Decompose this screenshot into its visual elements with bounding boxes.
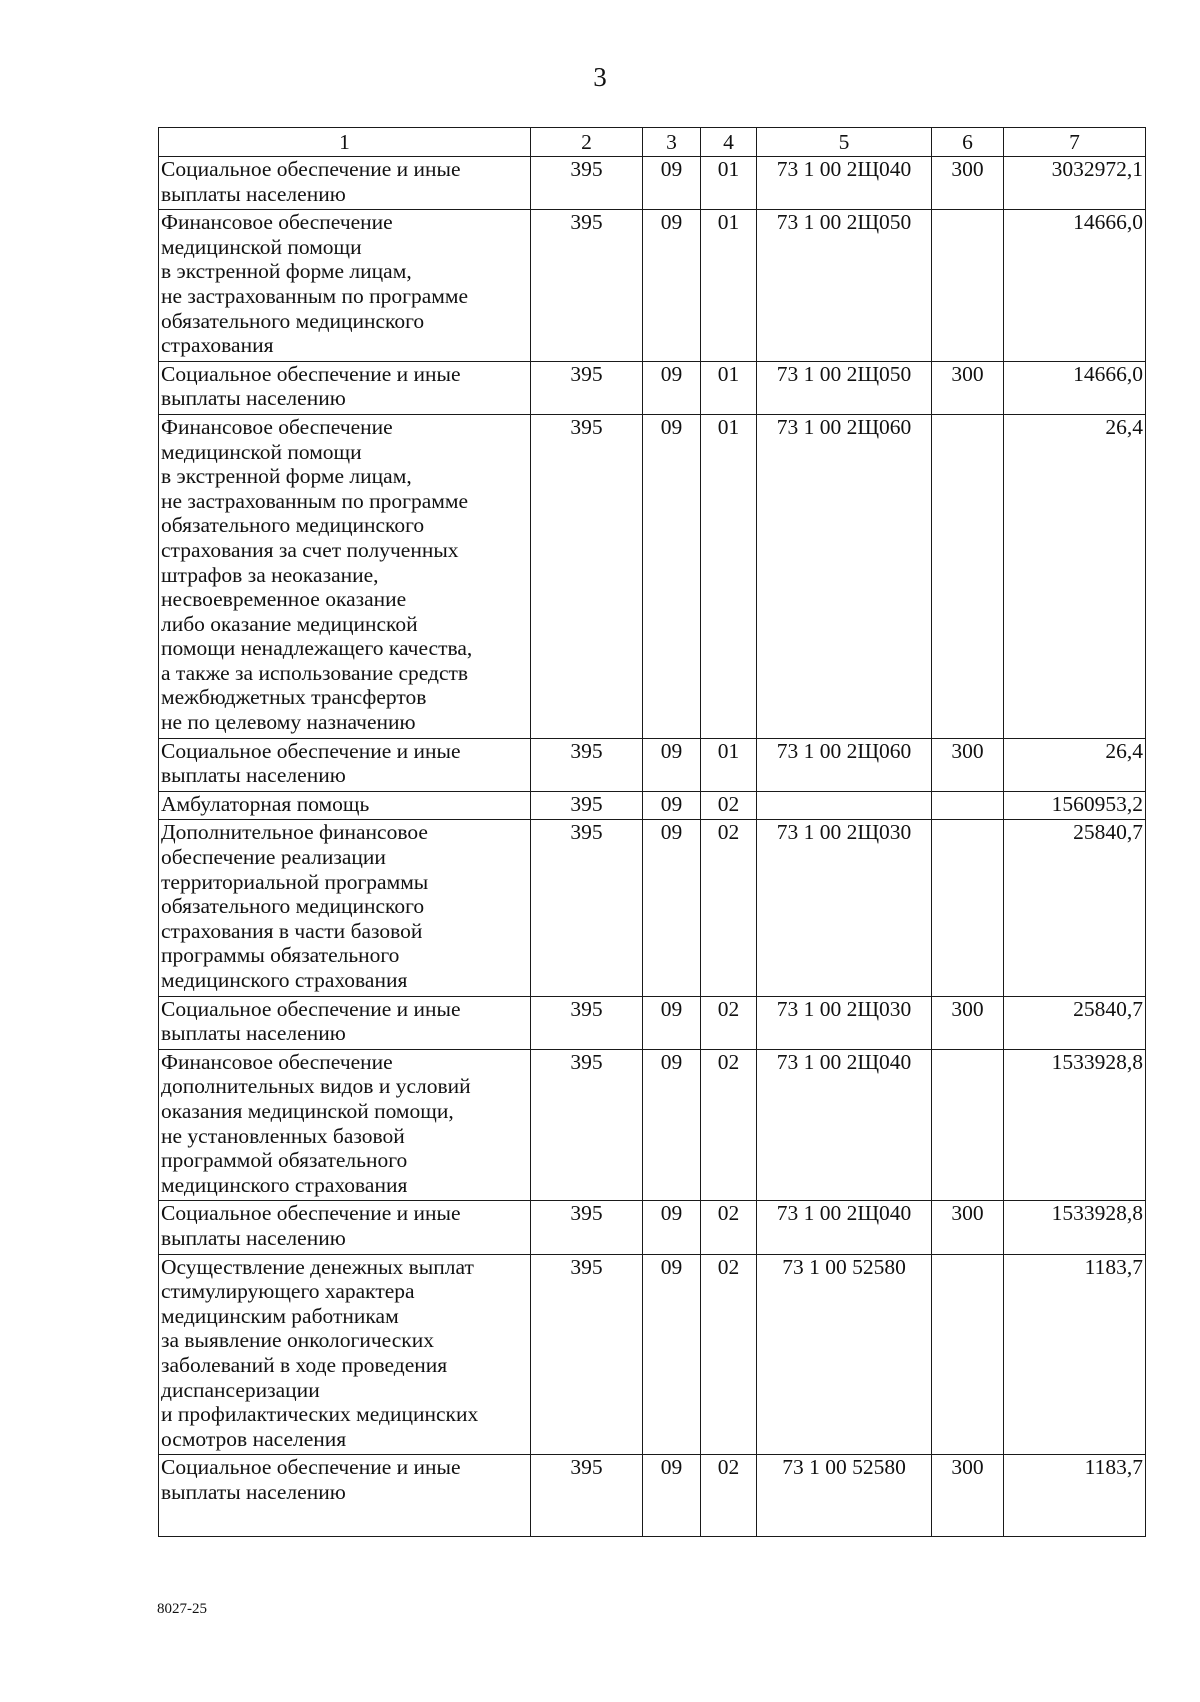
row-ministry-code-cell: 395 (531, 1049, 643, 1201)
row-target-article-cell: 73 1 00 2Щ060 (757, 738, 932, 791)
row-section-cell: 09 (643, 414, 701, 738)
table-row (159, 361, 1146, 414)
row-section-cell: 09 (643, 996, 701, 1049)
header-col-3: 3 (643, 128, 701, 157)
table-row (159, 996, 1146, 1049)
row-ministry-code-cell: 395 (531, 1201, 643, 1254)
row-subsection-cell: 02 (701, 1254, 757, 1455)
row-expense-type-cell: 300 (932, 996, 1004, 1049)
row-section-cell: 09 (643, 791, 701, 820)
row-ministry-code-cell: 395 (531, 1455, 643, 1537)
row-target-article-cell: 73 1 00 2Щ030 (757, 996, 932, 1049)
row-section-cell: 09 (643, 210, 701, 362)
row-subsection-cell: 01 (701, 738, 757, 791)
row-amount-cell: 1533928,8 (1004, 1201, 1146, 1254)
row-amount-cell: 1183,7 (1004, 1455, 1146, 1537)
row-amount-cell: 14666,0 (1004, 210, 1146, 362)
row-ministry-code-cell: 395 (531, 820, 643, 996)
row-name-cell: Социальное обеспечение и иные выплаты населению (159, 157, 531, 210)
table-row (159, 1049, 1146, 1201)
table-row (159, 791, 1146, 820)
table-row (159, 1455, 1146, 1537)
row-amount-cell: 1533928,8 (1004, 1049, 1146, 1201)
row-amount-cell: 14666,0 (1004, 361, 1146, 414)
header-col-5: 5 (757, 128, 932, 157)
table-row (159, 738, 1146, 791)
table-row (159, 1254, 1146, 1455)
row-target-article-cell: 73 1 00 52580 (757, 1254, 932, 1455)
row-target-article-cell: 73 1 00 2Щ030 (757, 820, 932, 996)
table-header (159, 128, 1146, 157)
row-ministry-code-cell: 395 (531, 1254, 643, 1455)
row-target-article-cell: 73 1 00 2Щ050 (757, 210, 932, 362)
header-col-2: 2 (531, 128, 643, 157)
row-ministry-code-cell: 395 (531, 738, 643, 791)
table-row (159, 210, 1146, 362)
row-ministry-code-cell: 395 (531, 996, 643, 1049)
row-name-cell: Социальное обеспечение и иные выплаты населению (159, 996, 531, 1049)
table-row (159, 414, 1146, 738)
row-subsection-cell: 02 (701, 996, 757, 1049)
row-amount-cell: 26,4 (1004, 738, 1146, 791)
row-amount-cell: 1183,7 (1004, 1254, 1146, 1455)
row-ministry-code-cell: 395 (531, 791, 643, 820)
row-target-article-cell: 73 1 00 2Щ050 (757, 361, 932, 414)
row-amount-cell: 3032972,1 (1004, 157, 1146, 210)
row-expense-type-cell (932, 414, 1004, 738)
row-name-cell: Осуществление денежных выплат стимулирующего характера медицинским работникам за выявление онкологических заболеваний в ходе проведения диспансеризации и профилактических медицинских осмотров населения (159, 1254, 531, 1455)
row-name-cell: Социальное обеспечение и иные выплаты населению (159, 738, 531, 791)
row-name-cell: Финансовое обеспечение дополнительных видов и условий оказания медицинской помощи, не установленных базовой программой обязательного медицинского страхования (159, 1049, 531, 1201)
header-col-6: 6 (932, 128, 1004, 157)
row-expense-type-cell: 300 (932, 157, 1004, 210)
row-target-article-cell: 73 1 00 2Щ040 (757, 1201, 932, 1254)
row-target-article-cell: 73 1 00 2Щ040 (757, 157, 932, 210)
row-subsection-cell: 02 (701, 820, 757, 996)
budget-table (158, 127, 1146, 1537)
row-section-cell: 09 (643, 820, 701, 996)
row-name-cell: Финансовое обеспечение медицинской помощи в экстренной форме лицам, не застрахованным по программе обязательного медицинского страхования (159, 210, 531, 362)
row-amount-cell: 26,4 (1004, 414, 1146, 738)
row-target-article-cell (757, 791, 932, 820)
table-body (159, 157, 1146, 1537)
row-name-cell: Амбулаторная помощь (159, 791, 531, 820)
row-amount-cell: 25840,7 (1004, 820, 1146, 996)
row-section-cell: 09 (643, 361, 701, 414)
table-row (159, 157, 1146, 210)
row-subsection-cell: 01 (701, 210, 757, 362)
row-ministry-code-cell: 395 (531, 157, 643, 210)
header-col-1: 1 (159, 128, 531, 157)
row-ministry-code-cell: 395 (531, 414, 643, 738)
row-expense-type-cell (932, 1254, 1004, 1455)
row-ministry-code-cell: 395 (531, 210, 643, 362)
row-expense-type-cell (932, 1049, 1004, 1201)
row-subsection-cell: 01 (701, 157, 757, 210)
row-section-cell: 09 (643, 1254, 701, 1455)
row-section-cell: 09 (643, 738, 701, 791)
row-subsection-cell: 02 (701, 1455, 757, 1537)
table-row (159, 1201, 1146, 1254)
row-expense-type-cell: 300 (932, 361, 1004, 414)
document-code: 8027-25 (157, 1601, 207, 1617)
row-expense-type-cell (932, 791, 1004, 820)
row-section-cell: 09 (643, 1049, 701, 1201)
header-col-7: 7 (1004, 128, 1146, 157)
page-number: 3 (593, 62, 607, 92)
row-name-cell: Социальное обеспечение и иные выплаты населению (159, 361, 531, 414)
row-expense-type-cell: 300 (932, 1201, 1004, 1254)
row-expense-type-cell (932, 210, 1004, 362)
row-target-article-cell: 73 1 00 2Щ060 (757, 414, 932, 738)
row-amount-cell: 25840,7 (1004, 996, 1146, 1049)
row-expense-type-cell (932, 820, 1004, 996)
row-amount-cell: 1560953,2 (1004, 791, 1146, 820)
row-subsection-cell: 02 (701, 791, 757, 820)
row-target-article-cell: 73 1 00 2Щ040 (757, 1049, 932, 1201)
row-subsection-cell: 02 (701, 1201, 757, 1254)
row-name-cell: Дополнительное финансовое обеспечение реализации территориальной программы обязательного медицинского страхования в части базовой программы обязательного медицинского страхования (159, 820, 531, 996)
row-section-cell: 09 (643, 157, 701, 210)
header-col-4: 4 (701, 128, 757, 157)
row-subsection-cell: 01 (701, 361, 757, 414)
row-name-cell: Социальное обеспечение и иные выплаты населению (159, 1455, 531, 1537)
table-row (159, 820, 1146, 996)
row-expense-type-cell: 300 (932, 738, 1004, 791)
row-target-article-cell: 73 1 00 52580 (757, 1455, 932, 1537)
row-ministry-code-cell: 395 (531, 361, 643, 414)
row-subsection-cell: 02 (701, 1049, 757, 1201)
row-expense-type-cell: 300 (932, 1455, 1004, 1537)
row-subsection-cell: 01 (701, 414, 757, 738)
row-name-cell: Финансовое обеспечение медицинской помощи в экстренной форме лицам, не застрахованным по программе обязательного медицинского страхования за счет полученных штрафов за неоказание, несвоевременное оказание либо оказание медицинской помощи ненадлежащего качества, а также за использование средств межбюджетных трансфертов не по целевому назначению (159, 414, 531, 738)
row-name-cell: Социальное обеспечение и иные выплаты населению (159, 1201, 531, 1254)
header-row (159, 128, 1146, 157)
row-section-cell: 09 (643, 1201, 701, 1254)
row-section-cell: 09 (643, 1455, 701, 1537)
